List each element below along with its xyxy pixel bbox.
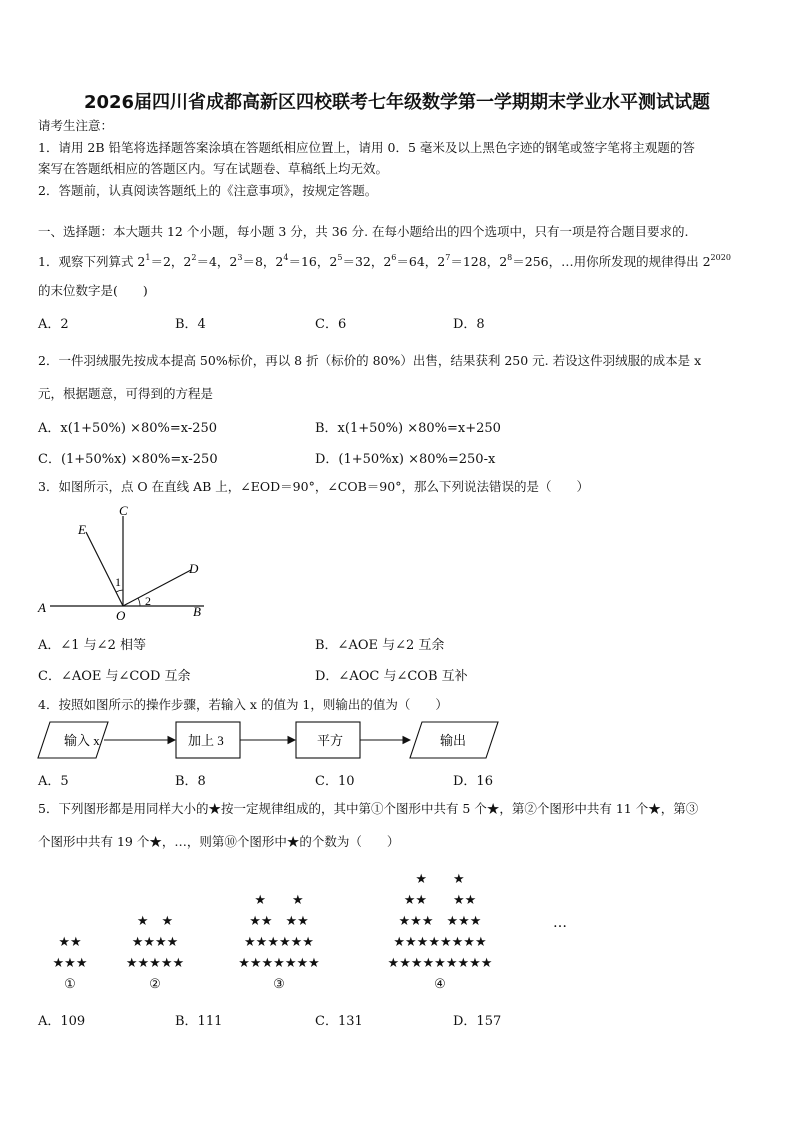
star-row: ★ ★ (254, 893, 304, 908)
star-row: ★★ (58, 935, 82, 950)
q3-angle-figure (36, 500, 216, 620)
ray-od (123, 570, 191, 606)
figure-label: ③ (273, 977, 285, 992)
q1-stem-cont: 的末位数字是( ) (38, 283, 148, 298)
star-figure-4 (357, 869, 523, 995)
star-figure-2 (112, 911, 198, 995)
q1-option-a: A．2 (38, 317, 69, 332)
label-b: B (193, 604, 201, 619)
label-angle-1: 1 (115, 575, 121, 589)
q3-option-a: A．∠1 与∠2 相等 (38, 638, 146, 653)
label-angle-2: 2 (145, 594, 151, 608)
figure-label: ② (149, 977, 161, 992)
q3-option-c: C．∠AOE 与∠COD 互余 (38, 669, 191, 684)
q5-stem: 5．下列图形都是用同样大小的★按一定规律组成的，其中第①个图形中共有 5 个★，第②个图形中共有 11 个★，第③ (38, 801, 699, 816)
angle-2-arc (138, 598, 140, 606)
figure-ellipsis: … (553, 915, 567, 931)
q3-option-d: D．∠AOC 与∠COB 互补 (315, 669, 468, 684)
star-row: ★★★★ (131, 935, 179, 950)
star-row: ★ ★ (136, 914, 174, 929)
q4-option-b: B．8 (175, 774, 206, 789)
label-a: A (38, 600, 46, 615)
q5-option-a: A．109 (38, 1014, 86, 1029)
q2-option-d: D．(1+50%x) ×80%=250-x (315, 452, 496, 467)
notice-heading: 请考生注意： (38, 118, 114, 133)
q1-option-d: D．8 (453, 317, 485, 332)
q5-option-b: B．111 (175, 1014, 223, 1029)
label-e: E (78, 522, 86, 537)
q3-option-b: B．∠AOE 与∠2 互余 (315, 638, 445, 653)
figure-label: ④ (434, 977, 446, 992)
star-figure-1 (44, 932, 96, 995)
star-row: ★★★★★★★ (238, 956, 320, 971)
q4-stem: 4．按照如图所示的操作步骤，若输入 x 的值为 1，则输出的值为（ ） (38, 697, 448, 712)
q1-option-c: C．6 (315, 317, 347, 332)
q3-stem: 3．如图所示，点 O 在直线 AB 上，∠EOD＝90°，∠COB＝90°，那么下列说法错误的是（ ） (38, 479, 589, 494)
section-heading: 一、选择题：本大题共 12 个小题，每小题 3 分，共 36 分. 在每小题给出的四个选项中，只有一项是符合题目要求的. (38, 224, 689, 239)
q5-stem-cont: 个图形中共有 19 个★，…，则第⑩个图形中★的个数为（ ） (38, 834, 400, 849)
q4-option-c: C．10 (315, 774, 355, 789)
label-d: D (189, 561, 199, 576)
label-o: O (116, 608, 126, 620)
q4-option-d: D．16 (453, 774, 493, 789)
notice-line-2: 2．答题前，认真阅读答题纸上的《注意事项》，按规定答题。 (38, 183, 378, 198)
flow-square-label: 平方 (317, 733, 344, 748)
q5-option-d: D．157 (453, 1014, 502, 1029)
star-row: ★★★★★★★★★ (387, 956, 493, 971)
page-title: 2026届四川省成都高新区四校联考七年级数学第一学期期末学业水平测试试题 (83, 92, 711, 113)
star-figure-3 (219, 890, 339, 995)
ray-oe (86, 532, 123, 606)
q4-flowchart (36, 718, 506, 764)
q1-stem: 1．观察下列算式 $2^1=2$，$2^2=4$，$2^3=8$，$2^4=16$，$2^5=32$，$2^6=64$，$2^7=128$，$2^8=256$，…用你所发现的规律得出 $2^{2020}$ (38, 253, 731, 269)
star-row: ★★ ★★ (249, 914, 309, 929)
q2-option-c: C．(1+50%x) ×80%=x-250 (38, 452, 218, 467)
flow-add-label: 加上 3 (188, 733, 224, 748)
angle-1-arc (116, 590, 123, 592)
star-row: ★★★★★★★★ (393, 935, 487, 950)
star-row: ★★★ (52, 956, 88, 971)
star-row: ★★★★★ (125, 956, 185, 971)
flow-output-label: 输出 (440, 733, 467, 748)
q2-option-a: A．x(1+50%) ×80%=x-250 (38, 421, 218, 436)
flow-input-label: 输入 x (64, 733, 100, 748)
q4-option-a: A．5 (38, 774, 69, 789)
notice-line-1b: 案写在答题纸相应的答题区内。写在试题卷、草稿纸上均无效。 (38, 161, 389, 176)
label-c: C (119, 503, 128, 518)
star-row: ★★ ★★ (403, 893, 477, 908)
q1-option-b: B．4 (175, 317, 206, 332)
q5-option-c: C．131 (315, 1014, 363, 1029)
star-row: ★ ★ (415, 872, 465, 887)
figure-label: ① (64, 977, 76, 992)
q2-stem-cont: 元，根据题意，可得到的方程是 (38, 386, 214, 401)
q2-stem: 2．一件羽绒服先按成本提高 50%标价，再以 8 折（标价的 80%）出售，结果获利 250 元. 若设这件羽绒服的成本是 x (38, 353, 702, 368)
star-row: ★★★ ★★★ (398, 914, 482, 929)
star-row: ★★★★★★ (244, 935, 314, 950)
q2-option-b: B．x(1+50%) ×80%=x+250 (315, 421, 501, 436)
notice-line-1a: 1．请用 2B 铅笔将选择题答案涂填在答题纸相应位置上，请用 0．5 毫米及以上黑色字迹的钢笔或签字笔将主观题的答 (38, 140, 695, 155)
